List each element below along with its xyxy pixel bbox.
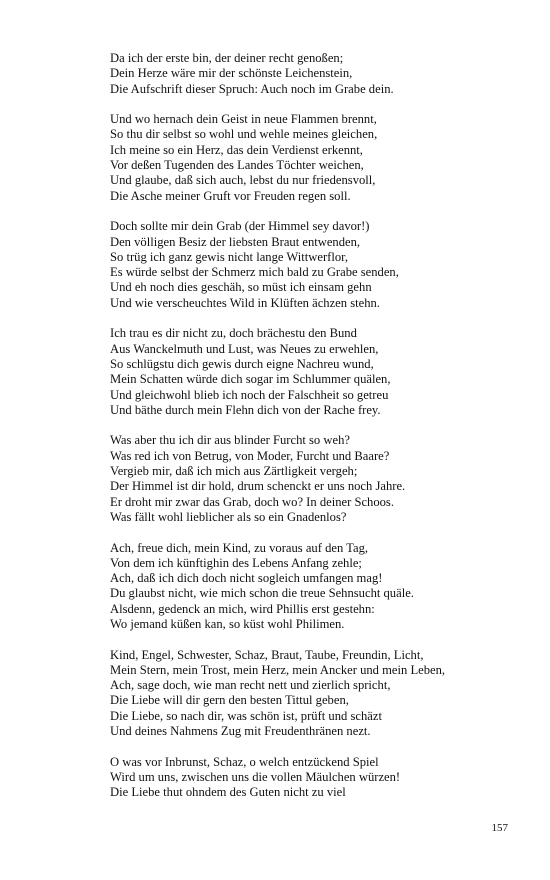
verse-line: Da ich der erste bin, der deiner recht genoßen; — [110, 51, 344, 65]
verse-line: Ach, sage doch, wie man recht nett und zierlich spricht, — [110, 678, 391, 693]
verse-line: Und bäthe durch mein Flehn dich von der Rache frey. — [110, 402, 381, 417]
verse-line: Es würde selbst der Schmerz mich bald zu Grabe senden, — [110, 265, 399, 280]
verse-line: Was red ich von Betrug, von Moder, Furcht und Baare? — [110, 448, 390, 463]
stanza — [110, 219, 510, 311]
verse-line: Mein Schatten würde dich sogar im Schlummer quälen, — [110, 372, 391, 387]
verse-line: Dein Herze wäre mir der schönste Leichenstein, — [110, 66, 353, 81]
verse-line: Der Himmel ist dir hold, drum schenckt er uns noch Jahre. — [110, 479, 406, 494]
verse-line: Die Liebe thut ohndem des Guten nicht zu viel — [110, 785, 346, 800]
verse-line: O was vor Inbrunst, Schaz, o welch entzückend Spiel — [110, 754, 379, 769]
stanza — [110, 326, 510, 418]
stanza — [110, 51, 510, 97]
verse-line: Die Liebe will dir gern den besten Tittul geben, — [110, 693, 349, 708]
verse-line: So schlügstu dich gewis durch eigne Nachreu wund, — [110, 356, 374, 371]
verse-line: Und deines Nahmens Zug mit Freudenthränen nezt. — [110, 724, 371, 739]
verse-line: Vor deßen Tugenden des Landes Töchter weichen, — [110, 158, 364, 173]
verse-line: Und glaube, daß sich auch, lebst du nur friedensvoll, — [110, 173, 376, 188]
verse-line: Kind, Engel, Schwester, Schaz, Braut, Taube, Freundin, Licht, — [110, 647, 424, 662]
verse-line: Und gleichwohl blieb ich noch der Falschheit so getreu — [110, 387, 389, 402]
poem-text — [110, 51, 510, 801]
verse-line: Er droht mir zwar das Grab, doch wo? In deiner Schoos. — [110, 494, 394, 509]
verse-line: Ach, daß ich dich doch nicht sogleich umfangen mag! — [110, 571, 383, 586]
stanza — [110, 112, 510, 204]
verse-line: Was fällt wohl lieblicher als so ein Gnadenlos? — [110, 509, 347, 524]
verse-line: Ach, freue dich, mein Kind, zu voraus auf den Tag, — [110, 540, 369, 555]
verse-line: Die Asche meiner Gruft vor Freuden regen soll. — [110, 188, 351, 203]
verse-line: So thu dir selbst so wohl und wehle meines gleichen, — [110, 127, 378, 142]
verse-line: Wird um uns, zwischen uns die vollen Mäulchen würzen! — [110, 769, 401, 784]
verse-line: Was aber thu ich dir aus blinder Furcht so weh? — [110, 433, 350, 448]
verse-line: Du glaubst nicht, wie mich schon die treue Sehnsucht quäle. — [110, 586, 414, 601]
stanza — [110, 541, 510, 633]
verse-line: Vergieb mir, daß ich mich aus Zärtligkeit vergeh; — [110, 464, 358, 479]
verse-line: Ich meine so ein Herz, das dein Verdienst erkennt, — [110, 142, 363, 157]
verse-line: Doch sollte mir dein Grab (der Himmel sey davor!) — [110, 219, 370, 234]
verse-line: So trüg ich ganz gewis nicht lange Wittwerflor, — [110, 249, 348, 264]
verse-line: Und eh noch dies geschäh, so müst ich einsam gehn — [110, 280, 372, 295]
verse-line: Die Aufschrift dieser Spruch: Auch noch im Grabe dein. — [110, 81, 394, 96]
verse-line: Und wo hernach dein Geist in neue Flammen brennt, — [110, 112, 377, 127]
verse-line: Den völligen Besiz der liebsten Braut entwenden, — [110, 234, 361, 249]
verse-line: Mein Stern, mein Trost, mein Herz, mein Ancker und mein Leben, — [110, 662, 446, 677]
verse-line: Aus Wanckelmuth und Lust, was Neues zu erwehlen, — [110, 341, 379, 356]
verse-line: Alsdenn, gedenck an mich, wird Phillis erst gestehn: — [110, 601, 375, 616]
verse-line: Ich trau es dir nicht zu, doch brächestu den Bund — [110, 326, 357, 341]
stanza — [110, 648, 510, 740]
verse-line: Wo jemand küßen kan, so küst wohl Philimen. — [110, 616, 345, 631]
stanza — [110, 755, 510, 801]
verse-line: Und wie verscheuchtes Wild in Klüften ächzen stehn. — [110, 295, 380, 310]
stanza — [110, 433, 510, 525]
page-number: 157 — [491, 822, 508, 834]
verse-line: Von dem ich künftighin des Lebens Anfang zehle; — [110, 555, 362, 570]
verse-line: Die Liebe, so nach dir, was schön ist, prüft und schäzt — [110, 708, 382, 723]
